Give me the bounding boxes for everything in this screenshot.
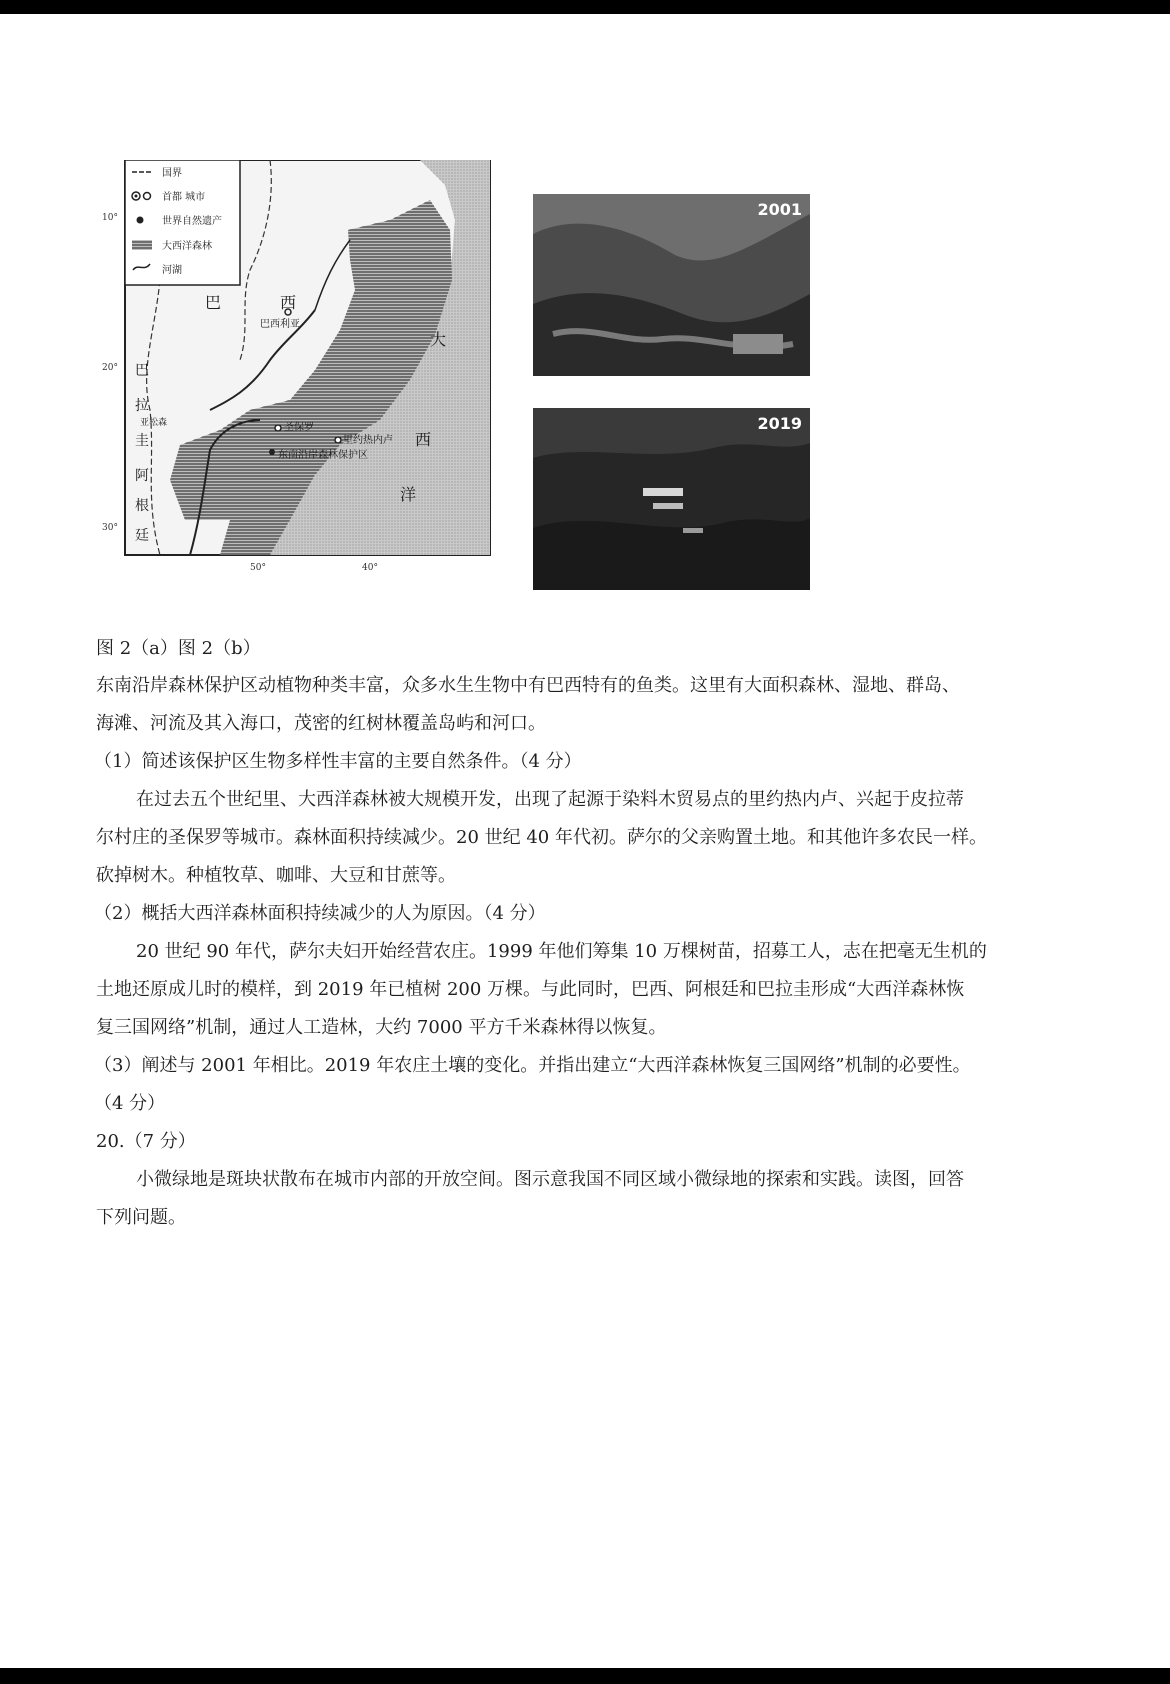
question-20-heading: 20.（7 分） bbox=[96, 1131, 196, 1152]
legend-label-capital: 首都 城市 bbox=[162, 192, 206, 203]
legend-label-forest: 大西洋森林 bbox=[162, 241, 212, 252]
map-label-argentina-1: 阿 bbox=[135, 468, 149, 484]
map-label-paraguay-3: 圭 bbox=[135, 433, 149, 449]
photo-2019-image bbox=[533, 408, 810, 590]
photo-2019-year: 2019 bbox=[757, 414, 802, 433]
lat-label: 10° bbox=[102, 213, 118, 223]
map-label-argentina-2: 根 bbox=[135, 498, 149, 514]
question-2: （2）概括大西洋森林面积持续减少的人为原因。（4 分） bbox=[94, 903, 546, 924]
question-text-block bbox=[96, 667, 1081, 1237]
question-3: （3）阐述与 2001 年相比。2019 年农庄土壤的变化。并指出建立“大西洋森林恢复三国网络”机制的必要性。 bbox=[94, 1055, 971, 1076]
lat-label: 30° bbox=[102, 523, 118, 533]
map-label-brazil-2: 西 bbox=[280, 293, 297, 312]
paragraph-4-line: 小微绿地是斑块状散布在城市内部的开放空间。图示意我国不同区域小微绿地的探索和实践。读图，回答 bbox=[136, 1169, 964, 1190]
paragraph-2-line: 砍掉树木。种植牧草、咖啡、大豆和甘蔗等。 bbox=[96, 865, 456, 886]
map-label-ocean-1: 大 bbox=[430, 330, 447, 349]
paragraph-4-line: 下列问题。 bbox=[96, 1207, 186, 1228]
map-label-argentina-3: 廷 bbox=[135, 528, 149, 544]
paragraph-3-line: 土地还原成儿时的模样，到 2019 年已植树 200 万棵。与此同时，巴西、阿根廷和巴拉圭形成“大西洋森林恢 bbox=[96, 979, 965, 1000]
question-1: （1）简述该保护区生物多样性丰富的主要自然条件。（4 分） bbox=[94, 751, 582, 772]
paragraph-3-line: 20 世纪 90 年代，萨尔夫妇开始经营农庄。1999 年他们筹集 10 万棵树苗，招募工人，志在把毫无生机的 bbox=[136, 941, 987, 962]
figure-2 bbox=[100, 160, 830, 615]
map-label-brazil-1: 巴 bbox=[205, 293, 222, 312]
reserve-marker bbox=[269, 449, 275, 455]
figure-caption: 图 2（a）图 2（b） bbox=[96, 638, 261, 659]
paragraph-3-line: 复三国网络”机制，通过人工造林，大约 7000 平方千米森林得以恢复。 bbox=[96, 1017, 667, 1038]
map-label-rio: 里约热内卢 bbox=[343, 435, 393, 446]
scan-top-border bbox=[0, 0, 1170, 14]
map-label-paraguay-1: 巴 bbox=[135, 363, 149, 379]
intro-line: 海滩、河流及其入海口，茂密的红树林覆盖岛屿和河口。 bbox=[96, 713, 546, 734]
map-svg bbox=[100, 160, 530, 615]
map-label-sao-paulo: 圣保罗 bbox=[284, 422, 314, 433]
atlantic-forest-map bbox=[100, 160, 530, 615]
lat-label: 20° bbox=[102, 363, 118, 373]
paragraph-2-line: 尔村庄的圣保罗等城市。森林面积持续减少。20 世纪 40 年代初。萨尔的父亲购置土地。和其他许多农民一样。 bbox=[96, 827, 987, 848]
photo-2001-year: 2001 bbox=[757, 200, 802, 219]
scan-bottom-border bbox=[0, 1668, 1170, 1684]
map-label-ocean-3: 洋 bbox=[400, 485, 417, 504]
paragraph-2-line: 在过去五个世纪里、大西洋森林被大规模开发，出现了起源于染料木贸易点的里约热内卢、兴起于皮拉蒂 bbox=[136, 789, 964, 810]
map-label-reserve: 东南沿岸森林保护区 bbox=[278, 450, 368, 461]
legend-label-border: 国界 bbox=[162, 168, 182, 179]
legend-forest-hatch-icon bbox=[132, 240, 152, 250]
photo-2001-image bbox=[533, 194, 810, 376]
legend-label-river: 河湖 bbox=[162, 265, 182, 276]
lon-label: 40° bbox=[362, 563, 378, 573]
intro-line: 东南沿岸森林保护区动植物种类丰富，众多水生生物中有巴西特有的鱼类。这里有大面积森林、湿地、群岛、 bbox=[96, 675, 960, 696]
map-label-paraguay-2: 拉 bbox=[135, 398, 149, 414]
photo-2019 bbox=[533, 408, 810, 590]
photo-2001 bbox=[533, 194, 810, 376]
legend-heritage-site-icon bbox=[137, 217, 144, 224]
map-label-ocean-2: 西 bbox=[415, 430, 432, 449]
map-label-asuncion: 亚松森 bbox=[140, 418, 168, 428]
map-label-brasilia: 巴西利亚 bbox=[260, 319, 300, 330]
question-3-points: （4 分） bbox=[94, 1093, 166, 1114]
lon-label: 50° bbox=[250, 563, 266, 573]
rio-marker bbox=[335, 437, 341, 443]
sao-paulo-marker bbox=[275, 425, 281, 431]
legend-label-heritage: 世界自然遗产 bbox=[162, 216, 222, 227]
